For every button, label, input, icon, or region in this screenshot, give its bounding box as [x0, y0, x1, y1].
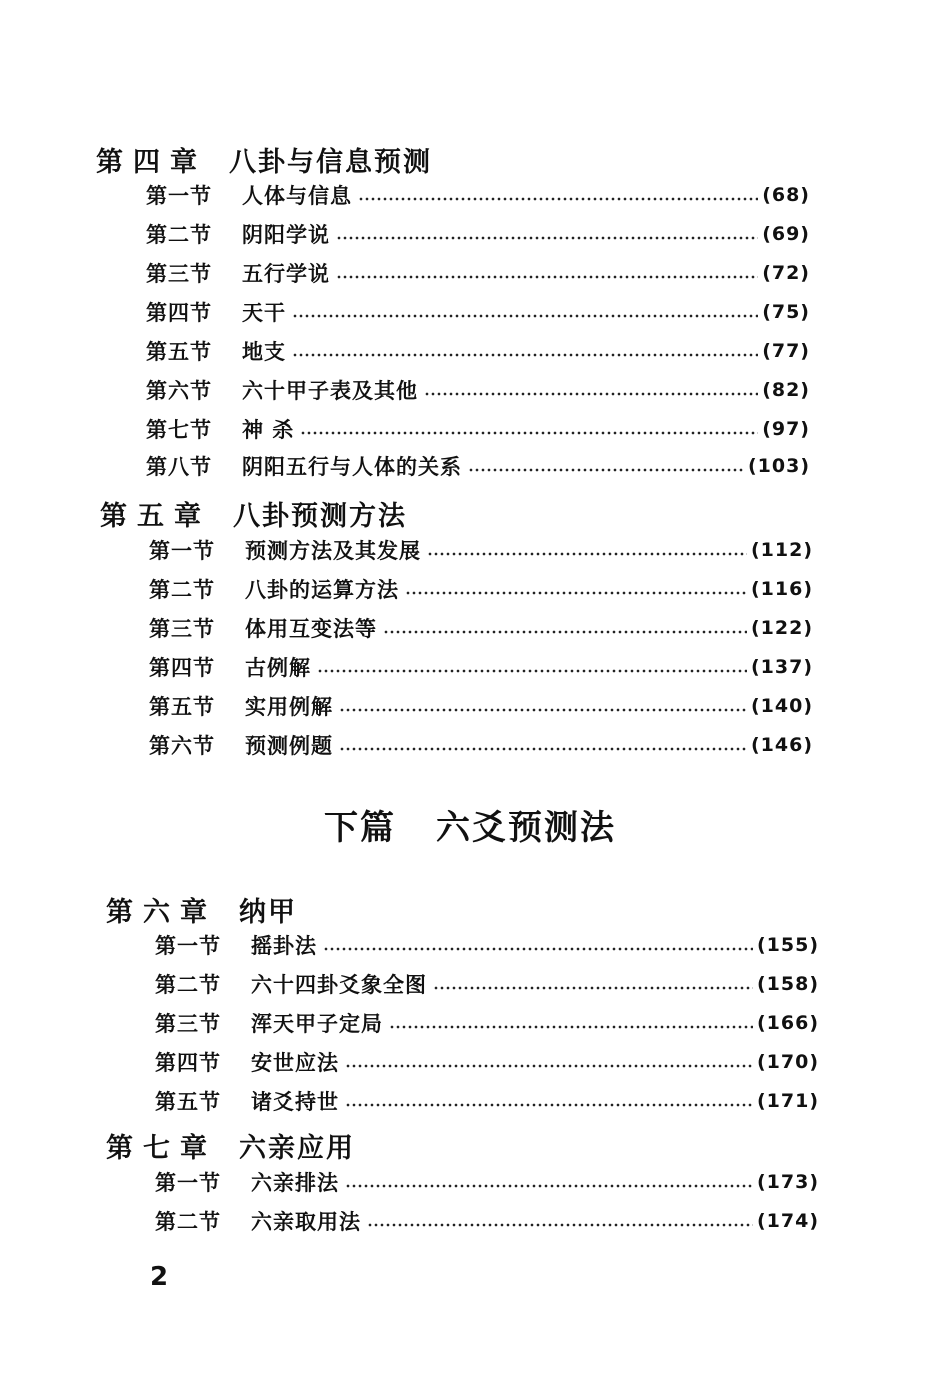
page-number: (173) [756, 1171, 819, 1193]
chapter-title: 纳甲 [239, 897, 297, 928]
toc-entry [146, 414, 810, 444]
part-label: 下篇 [324, 808, 396, 848]
section-number: 第六节 [149, 733, 215, 758]
toc-entry [146, 180, 810, 210]
leader-dots [292, 353, 758, 357]
page-number: (69) [762, 223, 810, 245]
chapter-heading [96, 140, 432, 179]
section-number: 第三节 [146, 261, 212, 286]
chapter-number: 第七章 [106, 1133, 217, 1164]
section-number: 第一节 [155, 1170, 221, 1195]
section-number: 第七节 [146, 417, 212, 442]
toc-entry [149, 652, 813, 682]
page-number: (155) [756, 934, 819, 956]
chapter-heading [106, 1126, 355, 1165]
leader-dots [336, 236, 758, 240]
section-number: 第二节 [146, 222, 212, 247]
section-title: 天干 [242, 300, 286, 325]
section-number: 第三节 [155, 1011, 221, 1036]
toc-entry [149, 574, 813, 604]
chapter-heading [100, 494, 407, 533]
section-number: 第五节 [149, 694, 215, 719]
section-number: 第四节 [155, 1050, 221, 1075]
section-number: 第一节 [149, 538, 215, 563]
page-number: (82) [762, 379, 810, 401]
section-title: 预测例题 [245, 733, 333, 758]
part-name: 六爻预测法 [436, 808, 616, 848]
toc-entry [155, 1047, 819, 1077]
chapter-number: 第四章 [96, 147, 207, 178]
section-title: 阴阳五行与人体的关系 [242, 454, 462, 479]
leader-dots [468, 468, 744, 472]
chapter-heading [106, 890, 297, 929]
page-number: (170) [756, 1051, 819, 1073]
section-title: 六十甲子表及其他 [242, 378, 418, 403]
leader-dots [345, 1184, 753, 1188]
page-number: (146) [750, 734, 813, 756]
chapter-title: 八卦预测方法 [233, 501, 407, 532]
leader-dots [383, 630, 747, 634]
page-number: (97) [762, 418, 810, 440]
leader-dots [292, 314, 758, 318]
section-number: 第二节 [149, 577, 215, 602]
leader-dots [339, 708, 747, 712]
toc-entry [155, 1086, 819, 1116]
page-number: (122) [750, 617, 813, 639]
section-title: 诸爻持世 [251, 1089, 339, 1114]
leader-dots [345, 1103, 753, 1107]
leader-dots [389, 1025, 753, 1029]
chapter-number: 第五章 [100, 501, 211, 532]
page-number: (171) [756, 1090, 819, 1112]
page-number: (116) [750, 578, 813, 600]
leader-dots [427, 552, 747, 556]
leader-dots [405, 591, 747, 595]
page-number: (112) [750, 539, 813, 561]
section-number: 第四节 [146, 300, 212, 325]
toc-entry [155, 969, 819, 999]
section-number: 第五节 [155, 1089, 221, 1114]
section-title: 实用例解 [245, 694, 333, 719]
page-number: (68) [762, 184, 810, 206]
section-title: 体用互变法等 [245, 616, 377, 641]
toc-entry [146, 451, 810, 481]
toc-entry [155, 1167, 819, 1197]
page-number: (158) [756, 973, 819, 995]
leader-dots [358, 197, 758, 201]
leader-dots [433, 986, 753, 990]
leader-dots [424, 392, 758, 396]
leader-dots [367, 1223, 753, 1227]
page-number: (103) [747, 455, 810, 477]
section-title: 预测方法及其发展 [245, 538, 421, 563]
section-number: 第一节 [146, 183, 212, 208]
leader-dots [317, 669, 747, 673]
toc-entry [155, 930, 819, 960]
leader-dots [345, 1064, 753, 1068]
section-title: 阴阳学说 [242, 222, 330, 247]
page-number: (174) [756, 1210, 819, 1232]
toc-entry [146, 336, 810, 366]
section-title: 六亲取用法 [251, 1209, 361, 1234]
toc-entry [149, 730, 813, 760]
chapter-title: 六亲应用 [239, 1133, 355, 1164]
toc-entry [146, 297, 810, 327]
section-number: 第六节 [146, 378, 212, 403]
page-number: (140) [750, 695, 813, 717]
section-title: 六亲排法 [251, 1170, 339, 1195]
section-number: 第五节 [146, 339, 212, 364]
page-folio: 2 [150, 1262, 169, 1292]
toc-entry [146, 219, 810, 249]
part-title [0, 800, 940, 849]
leader-dots [336, 275, 758, 279]
section-title: 八卦的运算方法 [245, 577, 399, 602]
leader-dots [339, 747, 747, 751]
toc-entry [149, 535, 813, 565]
section-number: 第四节 [149, 655, 215, 680]
section-title: 人体与信息 [242, 183, 352, 208]
chapter-title: 八卦与信息预测 [229, 147, 432, 178]
chapter-number: 第六章 [106, 897, 217, 928]
section-number: 第二节 [155, 972, 221, 997]
section-number: 第三节 [149, 616, 215, 641]
section-title: 神 杀 [242, 417, 295, 442]
leader-dots [323, 947, 753, 951]
section-number: 第一节 [155, 933, 221, 958]
page-number: (77) [762, 340, 810, 362]
leader-dots [300, 431, 758, 435]
toc-entry [149, 613, 813, 643]
page-number: (137) [750, 656, 813, 678]
toc-entry [149, 691, 813, 721]
section-number: 第八节 [146, 454, 212, 479]
toc-entry [146, 258, 810, 288]
section-number: 第二节 [155, 1209, 221, 1234]
toc-entry [155, 1206, 819, 1236]
section-title: 六十四卦爻象全图 [251, 972, 427, 997]
section-title: 安世应法 [251, 1050, 339, 1075]
section-title: 五行学说 [242, 261, 330, 286]
page-number: (166) [756, 1012, 819, 1034]
page-number: (75) [762, 301, 810, 323]
section-title: 浑天甲子定局 [251, 1011, 383, 1036]
page-number: (72) [762, 262, 810, 284]
toc-entry [146, 375, 810, 405]
section-title: 摇卦法 [251, 933, 317, 958]
toc-entry [155, 1008, 819, 1038]
section-title: 地支 [242, 339, 286, 364]
section-title: 古例解 [245, 655, 311, 680]
